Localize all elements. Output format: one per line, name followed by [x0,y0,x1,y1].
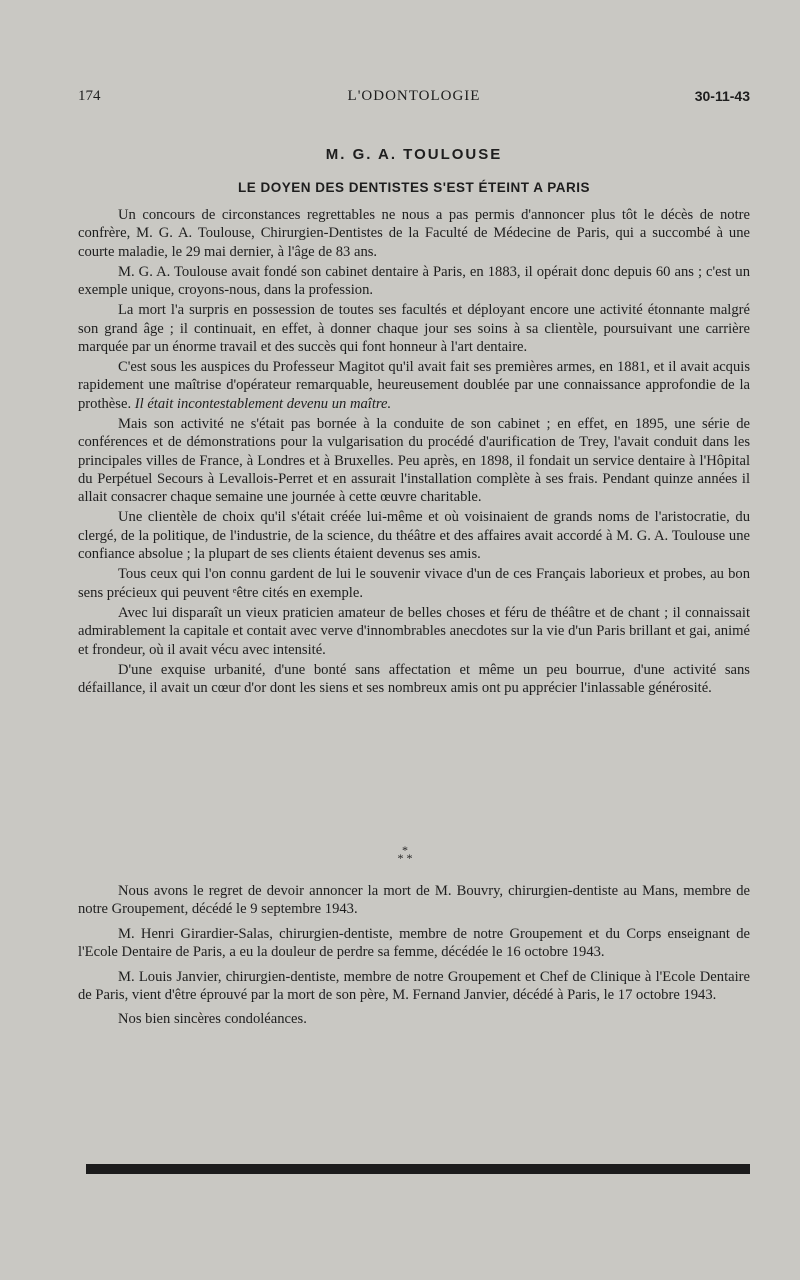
article-body [78,206,750,699]
notice: Nous avons le regret de devoir annoncer la mort de M. Bouvry, chirurgien-dentiste au Mans, membre de notre Groupement, décédé le 9 septembre 1943. [78,883,750,918]
notice: M. Henri Girardier-Salas, chirurgien-dentiste, membre de notre Groupement et du Corps enseignant de l'Ecole Dentaire de Paris, a eu la douleur de perdre sa femme, décédée le 16 octobre 1943. [78,925,750,961]
notice: Nos bien sincères condoléances. [118,1011,307,1028]
paragraph-text: C'est sous les auspices du Professeur Magitot qu'il avait fait ses premières armes, en 1881, et il avait acquis rapidement une maîtrise d'opérateur remarquable, heureusement doublée par une connaissance approfondie de la prothèse. [78,359,750,412]
paragraph: La mort l'a surpris en possession de toutes ses facultés et déployant encore une activité étonnante malgré son grand âge ; il continuait, en effet, à donner chaque jour ses soins à sa clientèle, poursuivant une carrière marquée par un énorme travail et des succès qui font honneur à l'art dentaire. [78,302,750,356]
paragraph: Mais son activité ne s'était pas bornée à la conduite de son cabinet ; en effet, en 1895, une série de conférences et de démonstrations pour la vulgarisation du procédé d'aurification de Trey, l'avait conduit dans les principales villes de France, à Londres et à Bruxelles. Peu après, en 1898, il fondait un service dentaire à l'Hôpital du Perpétuel Secours à Levallois-Perret et en assurait l'installation complète à ses frais. Pendant quinze années il allait consacrer chaque semaine une journée à cette œuvre charitable. [78,415,750,506]
asterism-stars-bottom: * * [397,851,413,865]
death-notices [78,882,750,1035]
article-headline: LE DOYEN DES DENTISTES S'EST ÉTEINT A PARIS [237,180,590,195]
notice: M. Louis Janvier, chirurgien-dentiste, membre de notre Groupement et Chef de Clinique à l'Ecole Dentaire de Paris, vient d'être éprouvé par la mort de son père, M. Fernand Janvier, décédé à Paris, le 17 octobre 1943. [78,968,750,1004]
asterism-star-top: * [402,843,408,857]
paragraph [78,358,750,413]
horizontal-rule [86,1164,750,1174]
paragraph: Avec lui disparaît un vieux praticien amateur de belles choses et féru de théâtre et de chant ; il connaissait admirablement la capitale et contait avec verve d'innombrables anecdotes sur la vie d'un Paris brillant et gai, animé et frondeur, où il avait vécu avec intensité. [78,604,750,658]
paragraph: D'une exquise urbanité, d'une bonté sans affectation et même un peu bourrue, d'une activité sans défaillance, il avait un cœur d'or dont les siens et ses nombreux amis ont pu apprécier l'inlassable générosité. [78,661,750,696]
asterism [390,843,420,865]
page-number: 174 [78,88,101,104]
journal-title: L'ODONTOLOGIE [347,88,481,104]
running-header [78,88,750,112]
paragraph: M. G. A. Toulouse avait fondé son cabinet dentaire à Paris, en 1883, il opérait donc depuis 60 ans ; c'est un exemple unique, croyons-nous, dans la profession. [78,263,750,299]
italic-phrase: Il était incontestablement devenu un maître. [134,395,392,412]
paragraph: Tous ceux qui l'on connu gardent de lui le souvenir vivace d'un de ces Français laborieux et probes, au bon sens précieux qui peuvent ᵉêtre cités en exemple. [78,566,750,601]
issue-date: 30-11-43 [694,88,750,104]
paragraph: Un concours de circonstances regrettables ne nous a pas permis d'annoncer plus tôt le décès de notre confrère, M. G. A. Toulouse, Chirurgien-Dentistes de la Faculté de Médecine de Paris, qui a succombé à une courte maladie, le 29 mai dernier, à l'âge de 83 ans. [78,207,750,260]
article-name: M. G. A. TOULOUSE [325,146,503,163]
paragraph: Une clientèle de choix qu'il s'était créée lui-même et où voisinaient de grands noms de l'aristocratie, du clergé, de la politique, de l'industrie, de la science, du théâtre et des affaires avait accordé à M. G. A. Toulouse une confiance absolue ; la plupart de ses clients étaient devenus ses amis. [78,509,750,563]
